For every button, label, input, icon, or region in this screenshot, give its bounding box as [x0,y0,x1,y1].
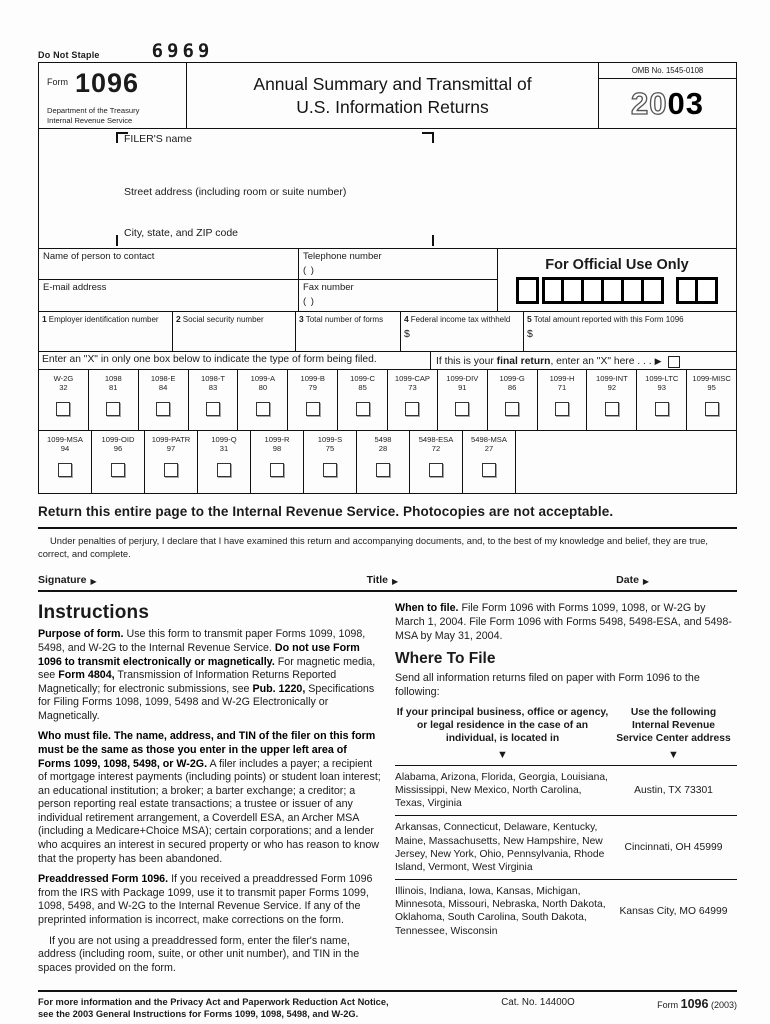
final-return-row [431,352,736,369]
form-type-checkbox[interactable] [270,463,284,477]
form-type-name: 1098-E [150,374,176,383]
form-type-name: 1099-A [250,374,276,383]
form-type-code: 79 [308,383,317,393]
filing-column [395,602,737,982]
box3-total-forms-field[interactable] [296,312,401,351]
form-type-checkbox[interactable] [555,402,569,416]
form-type-code: 93 [657,383,666,393]
instructions-section [38,602,737,982]
box3-label: Total number of forms [305,315,384,324]
filer-street-label: Street address (including room or suite number) [124,186,347,198]
form-type-code: 27 [484,444,494,454]
form-type-checkbox[interactable] [106,402,120,416]
where-to-file-heading: Where To File [395,650,496,668]
box5-number: 5 [527,314,532,324]
form-type-name: 1099-MSA [47,435,83,444]
telephone-label: Telephone number [303,251,382,262]
form-type-code: 86 [507,383,517,393]
form-type-cell-1099h [538,370,588,430]
form-type-cell-1099q [198,431,251,493]
form-type-checkbox[interactable] [455,402,469,416]
signature-row [38,574,737,592]
form-type-name: 5498-ESA [418,435,454,444]
box4-number: 4 [404,314,409,324]
omb-number: OMB No. 1545-0108 [599,63,736,79]
not-preaddressed-paragraph: If you are not using a preaddressed form, enter the filer's name, address (including room, suite, or other unit number), and TIN in the spaces provided on the form. [38,934,360,974]
form-type-name: 1099-OID [101,435,135,444]
form-type-cell-1099msa [39,431,92,493]
instructions-column [38,602,381,982]
form-type-checkbox[interactable] [206,402,220,416]
form-title [187,63,598,128]
title-field[interactable] [367,574,399,586]
where-to-file-intro: Send all information returns filed on paper with Form 1096 to the following: [395,672,700,698]
form-type-code: 32 [59,383,68,393]
form-type-cell-1099misc [687,370,736,430]
form-type-checkbox[interactable] [156,402,170,416]
form-type-name: 1099-G [499,374,525,383]
form-type-code: 95 [707,383,716,393]
filer-city-input[interactable] [124,231,419,255]
table-row [395,766,737,817]
form-type-code: 85 [358,383,367,393]
form-type-checkbox[interactable] [505,402,519,416]
filer-name-input[interactable] [124,147,419,171]
form-type-name: 1099-B [300,374,325,383]
omb-year-cell [598,63,736,128]
form-type-cell-1098 [89,370,139,430]
signature-field[interactable] [38,574,97,586]
box3-number: 3 [299,314,304,324]
form-type-checkbox[interactable] [705,402,719,416]
empty-grid-cell [516,431,736,493]
form-type-name: 5498-MSA [471,435,507,444]
form-type-name: 1099-Q [211,435,237,444]
form-type-checkbox[interactable] [217,463,231,477]
email-field[interactable] [39,280,299,311]
footer-form-id [608,996,737,1011]
form-type-cell-5498msa [463,431,516,493]
service-center-address: Austin, TX 73301 [634,785,713,797]
form-type-code: 75 [325,444,335,454]
footer-form-word: Form [657,1000,679,1011]
form-type-name: 1098 [104,374,122,383]
return-page-notice: Return this entire page to the Internal Revenue Service. Photocopies are not acceptable. [38,504,614,519]
preaddressed-paragraph: Preaddressed Form 1096. If you received a preaddressed Form 1096 from the IRS with Package 1099, use it to transmit paper Forms 1099, 1098, 5498, and W-2G to the Internal Revenue Service. If any of the preprinted information is incorrect, make corrections on the form. [38,873,373,926]
box2-ssn-field[interactable] [173,312,296,351]
final-return-text: If this is your final return, enter an "X" here . . . [436,356,652,367]
scanline-code: 6969 [151,39,214,62]
catalog-number: Cat. No. 14400O [501,997,575,1009]
form-type-code: 81 [109,383,118,393]
instructions-heading: Instructions [38,602,150,624]
form-type-cell-1099c [338,370,388,430]
form-type-checkbox[interactable] [356,402,370,416]
fax-field[interactable] [299,280,497,311]
form-type-name: W-2G [53,374,74,383]
arrowhead-icon: ▶ [392,577,399,587]
form-type-cell-1098e [139,370,189,430]
form-type-code: 84 [158,383,168,393]
form-type-checkbox[interactable] [164,463,178,477]
contact-name-label: Name of person to contact [43,251,155,262]
form-type-name: 5498 [374,435,392,444]
corner-mark-top-right [422,132,434,143]
form-type-checkbox[interactable] [405,402,419,416]
form-type-name: 1099-DIV [446,374,479,383]
form-box [38,62,737,494]
dept-line2: Internal Revenue Service [47,115,133,125]
form-type-name: 1099-MISC [692,374,731,383]
top-strip [38,40,737,60]
form-type-grid-row1 [39,370,736,431]
form-type-name: 1099-INT [596,374,628,383]
form-type-name: 1099-H [549,374,575,383]
form-type-code: 80 [258,383,268,393]
states-list: Alabama, Arizona, Florida, Georgia, Louisiana, Mississippi, New Mexico, North Carolina, Texas, Virginia [395,771,608,810]
form-word: Form [47,77,68,87]
form-type-cell-1099a [238,370,288,430]
do-not-staple-label: Do Not Staple [38,50,100,60]
form-type-code: 97 [166,444,176,454]
form-type-code: 83 [208,383,218,393]
form-type-checkbox[interactable] [482,463,496,477]
form-type-cell-1099cap [388,370,438,430]
form-type-checkbox[interactable] [323,463,337,477]
form-type-grid-row2 [39,431,736,493]
form-type-code: 71 [557,383,567,393]
form-type-name: 1099-LTC [645,374,679,383]
arrowhead-icon: ▶ [90,577,97,587]
form-type-checkbox[interactable] [429,463,443,477]
form-type-checkbox[interactable] [58,463,72,477]
form-type-cell-1098t [189,370,239,430]
header-arrows [395,749,737,766]
form-type-cell-5498 [357,431,410,493]
box1-label: Employer identification number [48,315,159,324]
tax-year-suffix: 03 [667,85,704,121]
box1-ein-field[interactable] [39,312,173,351]
where-to-file-table [395,707,737,942]
dept-line1: Department of the Treasury [47,106,140,116]
form-type-cell-1099s [304,431,357,493]
arrow-down-icon: ▼ [497,748,508,761]
form-type-code: 94 [60,444,70,454]
form-type-checkbox[interactable] [256,402,270,416]
form-type-code: 98 [272,444,282,454]
form-type-checkbox[interactable] [605,402,619,416]
footer-form-year: (2003) [710,1000,737,1011]
form-type-name: 1099-S [317,435,343,444]
service-center-address: Kansas City, MO 64999 [619,905,728,917]
form-id-cell [39,63,187,128]
table-row [395,816,737,880]
form-type-cell-1099b [288,370,338,430]
form-type-name: 1099-PATR [151,435,191,444]
footer-notice-line1: For more information and the Privacy Act and Paperwork Reduction Act Notice, [38,997,389,1008]
form-type-name: 1099-R [264,435,290,444]
telephone-paren: ( ) [303,265,315,276]
filer-city-label: City, state, and ZIP code [124,227,239,239]
footer-form-number: 1096 [680,997,709,1012]
box2-number: 2 [176,314,181,324]
footer-notice-line2: see the 2003 General Instructions for Forms 1099, 1098, 5498, and W-2G. [38,1009,359,1020]
form-type-cell-1099div [438,370,488,430]
date-field[interactable] [616,574,649,586]
date-label: Date [616,574,639,587]
form-type-name: 1099-C [350,374,376,383]
filer-street-input[interactable] [124,201,419,225]
box2-label: Social security number [182,315,264,324]
service-center-address: Cincinnati, OH 45999 [624,842,723,854]
form-type-code: 31 [219,444,229,454]
perjury-statement: Under penalties of perjury, I declare that I have examined this return and accompanying documents, and, to the best of my knowledge and belief, they are true, correct, and complete. [38,535,709,559]
purpose-paragraph: Purpose of form. Use this form to transmit paper Forms 1099, 1098, 5498, and W-2G to the Internal Revenue Service. Do not use Form 1096 to transmit electronically or magnetically. For magnetic media, see Form 4804, Transmission of Information Returns Reported Magnetically; for electronic submissions, see Pub. 1220, Specifications for Filing Forms 1098, 1099, 5498 and W-2G Electronically or Magnetically. [38,628,376,722]
fax-paren: ( ) [303,296,315,307]
type-instruction: Enter an "X" in only one box below to indicate the type of form being filed. [39,352,431,369]
states-list: Arkansas, Connecticut, Delaware, Kentucky, Maine, Massachusetts, New Hampshire, New Jersey, New York, Ohio, Pennsylvania, Rhode Island, Vermont, West Virginia [395,822,605,873]
box4-dollar-sign: $ [404,327,410,340]
form-title-line1: Annual Summary and Transmittal of [253,73,532,94]
form-type-code: 28 [378,444,388,454]
corner-mark-top-left [116,132,128,143]
form-type-checkbox[interactable] [376,463,390,477]
section-divider [38,527,737,529]
states-list: Illinois, Indiana, Iowa, Kansas, Michigan, Minnesota, Missouri, Nebraska, North Dakota, Oklahoma, South Carolina, South Dakota, Tennessee, Wisconsin [395,886,606,937]
form-type-checkbox[interactable] [655,402,669,416]
official-use-box [641,277,664,304]
form-type-cell-5498esa [410,431,463,493]
where-table-header [395,707,737,746]
official-use-title: For Official Use Only [545,256,689,273]
form-type-code: 72 [431,444,441,454]
form-type-instruction-row [39,352,736,370]
tax-year [599,79,736,128]
form-type-cell-1099oid [92,431,145,493]
form-type-name: 1099-CAP [394,374,430,383]
box5-dollar-sign: $ [527,327,533,340]
signature-label: Signature [38,574,87,587]
agency-lines [47,106,180,125]
form-type-code: 96 [113,444,123,454]
official-use-box [516,277,539,304]
arrowhead-icon: ▶ [654,356,662,366]
fax-label: Fax number [303,282,354,293]
arrow-down-icon: ▼ [668,748,679,761]
address-column-header: Use the following Internal Revenue Service Center address [616,707,731,744]
form-type-checkbox[interactable] [111,463,125,477]
box4-label: Federal income tax withheld [410,315,511,324]
arrowhead-icon: ▶ [642,577,650,587]
official-use-area [498,249,736,311]
who-must-file-paragraph: Who must file. The name, address, and TIN of the filer on this form must be the same as those you enter in the upper left area of Forms 1099, 1098, 5498, or W-2G. A filer includes a payer; a recipient of mortgage interest payments (including points) or student loan interest; an educational institution; a broker; a barter exchange; a creditor; a person reporting real estate transactions; a trustee or issuer of any individual retirement arrangement, a Coverdell ESA, an Archer MSA (including a Medicare+Choice MSA); certain corporations; and a lender who acquires an interest in secured property or who has reason to know that the property has been abandoned. [38,730,381,865]
filer-name-label: FILER'S name [124,133,192,145]
filer-address-block [39,129,736,249]
form-title-line2: U.S. Information Returns [296,96,489,117]
email-label: E-mail address [43,282,107,293]
box1-number: 1 [42,314,47,324]
when-to-file-paragraph: When to file. File Form 1096 with Forms 1099, 1098, or W-2G by March 1, 2004. File Form 1096 with Forms 5498, 5498-ESA, and 5498-MSA by May 31, 2004. [395,602,732,642]
states-column-header: If your principal business, office or agency, or legal residence in the case of an individual, is located in [396,707,609,744]
contact-section [39,249,736,312]
form-type-cell-1099ltc [637,370,687,430]
box5-label: Total amount reported with this Form 1096 [533,315,684,324]
form-type-code: 92 [607,383,617,393]
form-type-cell-w2g [39,370,89,430]
form-number: 1096 [75,68,140,98]
form-type-code: 91 [458,383,467,393]
official-use-box [695,277,718,304]
form-header [39,63,736,129]
tax-year-prefix: 20 [631,85,668,121]
page-footer [38,992,737,1020]
final-return-checkbox[interactable] [668,356,680,368]
form-type-cell-1099int [587,370,637,430]
title-label: Title [366,574,388,587]
box4-tax-withheld-field[interactable] [401,312,524,351]
form-type-code: 73 [408,383,417,393]
contact-fields [39,249,498,311]
footer-notice [38,996,468,1020]
amount-boxes-row [39,312,736,352]
form-type-name: 1098-T [200,374,226,383]
table-row [395,880,737,943]
corner-mark-bottom-right [422,235,434,246]
form-type-cell-1099g [488,370,538,430]
box5-total-amount-field[interactable] [524,312,736,351]
form-type-checkbox[interactable] [306,402,320,416]
form-type-checkbox[interactable] [56,402,70,416]
form-type-cell-1099patr [145,431,198,493]
official-use-boxes [516,277,719,304]
form-type-cell-1099r [251,431,304,493]
